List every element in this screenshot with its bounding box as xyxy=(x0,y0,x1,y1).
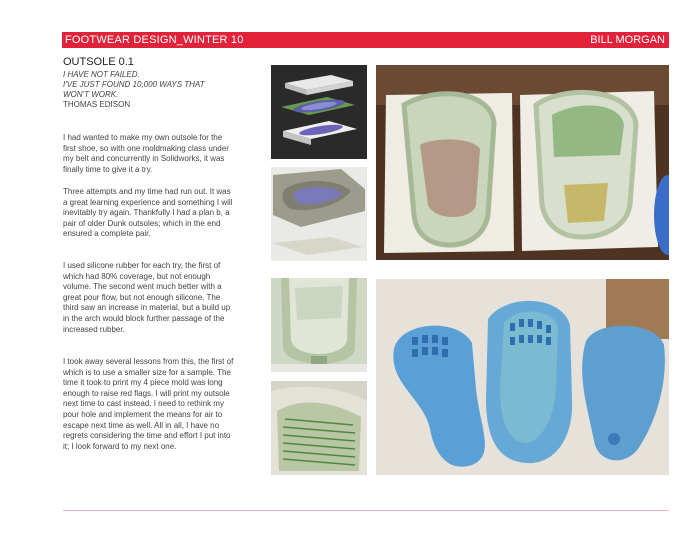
quote-line: I HAVE NOT FAILED. xyxy=(63,70,140,79)
body-paragraph: I took away several lessons from this, the first of which is to use a smaller size for a sample. The time it took to print my 4 piece mold was long enough to raise red flags. I will print my outsole next time to cast instead. I need to rethink my pour hole and implement the means for air to escape next time as well. All in all, I have no regrets considering the time and effort I put into it; I look forward to my next one. xyxy=(63,357,234,451)
section-title: OUTSOLE 0.1 xyxy=(63,56,134,68)
sole-tread-detail-image xyxy=(271,381,367,475)
body-paragraph: Three attempts and my time had run out. It was a great learning experience and something I will inevitably try again. Thankfully I had a plan b, a pair of older Dunk outsoles; which in the end ensured a complete pair. xyxy=(63,187,233,239)
quote-block xyxy=(63,70,233,110)
cad-mold-half-image xyxy=(271,167,367,261)
clear-soles-in-molds-image xyxy=(376,65,669,260)
author-name: BILL MORGAN xyxy=(590,34,665,46)
quote-line: WON'T WORK. xyxy=(63,90,119,99)
blue-rubber-soles-image xyxy=(376,279,669,475)
quote-line: I'VE JUST FOUND 10,000 WAYS THAT xyxy=(63,80,205,89)
quote-attribution: THOMAS EDISON xyxy=(63,100,131,109)
body-paragraph: I had wanted to make my own outsole for the first shoe, so with one moldmaking class under my belt and concurrently in Solidworks, it was finally time to give it a try. xyxy=(63,133,229,174)
page-header xyxy=(62,32,669,48)
project-title: FOOTWEAR DESIGN_WINTER 10 xyxy=(65,34,244,46)
silicone-sole-closeup-image xyxy=(271,278,367,372)
cad-mold-render-image xyxy=(271,65,367,159)
body-paragraph: I used silicone rubber for each try, the first of which had 80% coverage, but not enough volume. The second went much better with a great pour flow, but not enough silicone. The third saw an increase in material, but a build up in the arch would block further passage of the increased rubber. xyxy=(63,261,231,334)
footer-divider xyxy=(63,510,669,511)
